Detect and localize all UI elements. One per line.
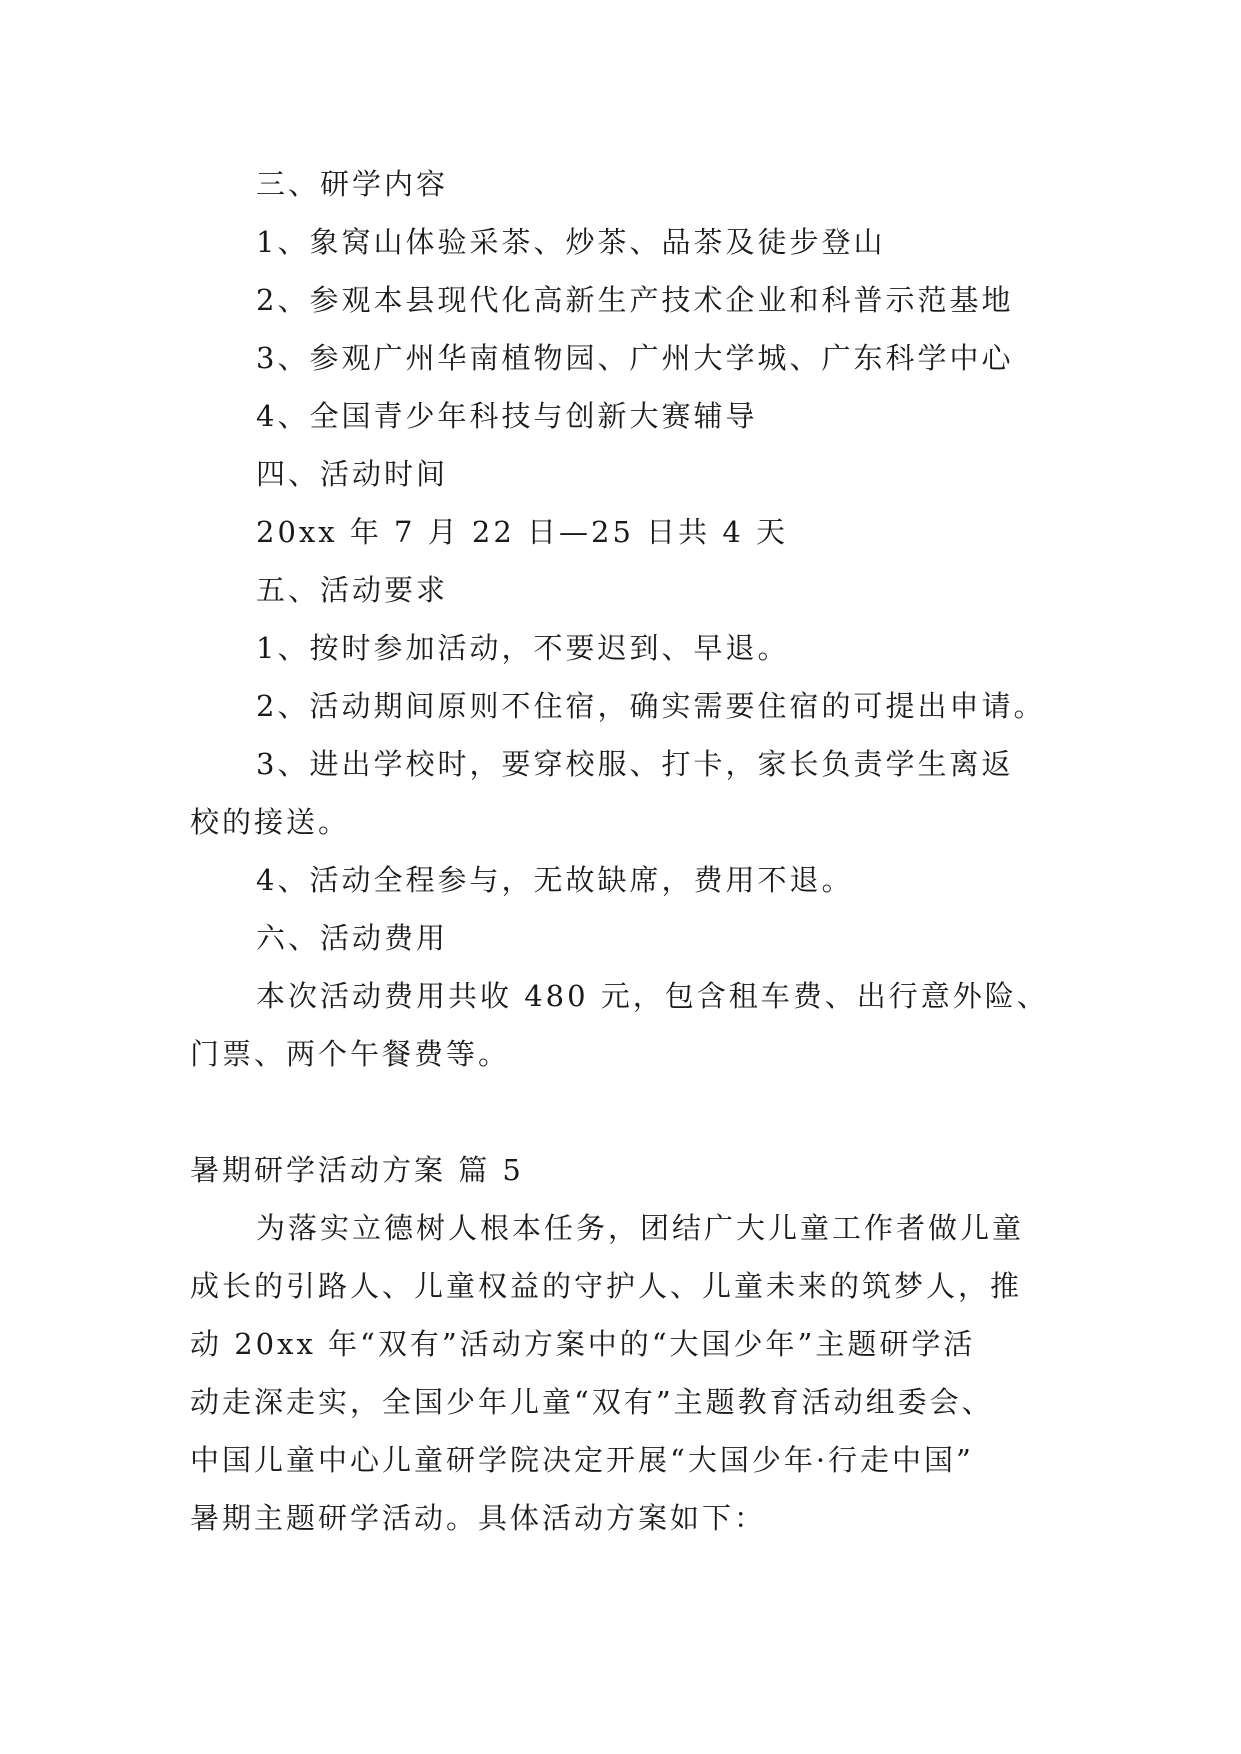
section-six-line-1: 本次活动费用共收 480 元，包含租车费、出行意外险、 [256,979,1049,1013]
section-five-item-1: 1、按时参加活动，不要迟到、早退。 [256,631,790,665]
section-three-item-2: 2、参观本县现代化高新生产技术企业和科普示范基地 [256,283,1014,317]
article-paragraph-line-6: 暑期主题研学活动。具体活动方案如下： [190,1501,767,1535]
article-title: 暑期研学活动方案 篇 5 [190,1153,524,1187]
section-three-item-4: 4、全国青少年科技与创新大赛辅导 [256,399,758,433]
activity-time-text: 20xx 年 7 月 22 日—25 日共 4 天 [256,515,789,549]
section-four-heading: 四、活动时间 [256,457,449,491]
section-three-item-1: 1、象窝山体验采茶、炒茶、品茶及徒步登山 [256,225,886,259]
article-paragraph-line-5: 中国儿童中心儿童研学院决定开展“大国少年·行走中国” [190,1443,974,1477]
section-six-line-2: 门票、两个午餐费等。 [190,1037,511,1071]
article-paragraph-line-1: 为落实立德树人根本任务，团结广大儿童工作者做儿童 [256,1211,1025,1245]
section-five-heading: 五、活动要求 [256,573,449,607]
section-six-heading: 六、活动费用 [256,921,449,955]
article-paragraph-line-3: 动 20xx 年“双有”活动方案中的“大国少年”主题研学活 [190,1327,976,1361]
section-five-item-2: 2、活动期间原则不住宿，确实需要住宿的可提出申请。 [256,689,1046,723]
section-three-heading: 三、研学内容 [256,167,449,201]
article-paragraph-line-2: 成长的引路人、儿童权益的守护人、儿童未来的筑梦人，推 [190,1269,1023,1303]
section-three-item-3: 3、参观广州华南植物园、广州大学城、广东科学中心 [256,341,1014,375]
section-five-item-3: 3、进出学校时，要穿校服、打卡，家长负责学生离返 [256,747,1014,781]
section-five-item-4: 4、活动全程参与，无故缺席，费用不退。 [256,863,854,897]
section-five-item-3-continued: 校的接送。 [190,805,351,839]
article-paragraph-line-4: 动走深走实，全国少年儿童“双有”主题教育活动组委会、 [190,1385,994,1419]
